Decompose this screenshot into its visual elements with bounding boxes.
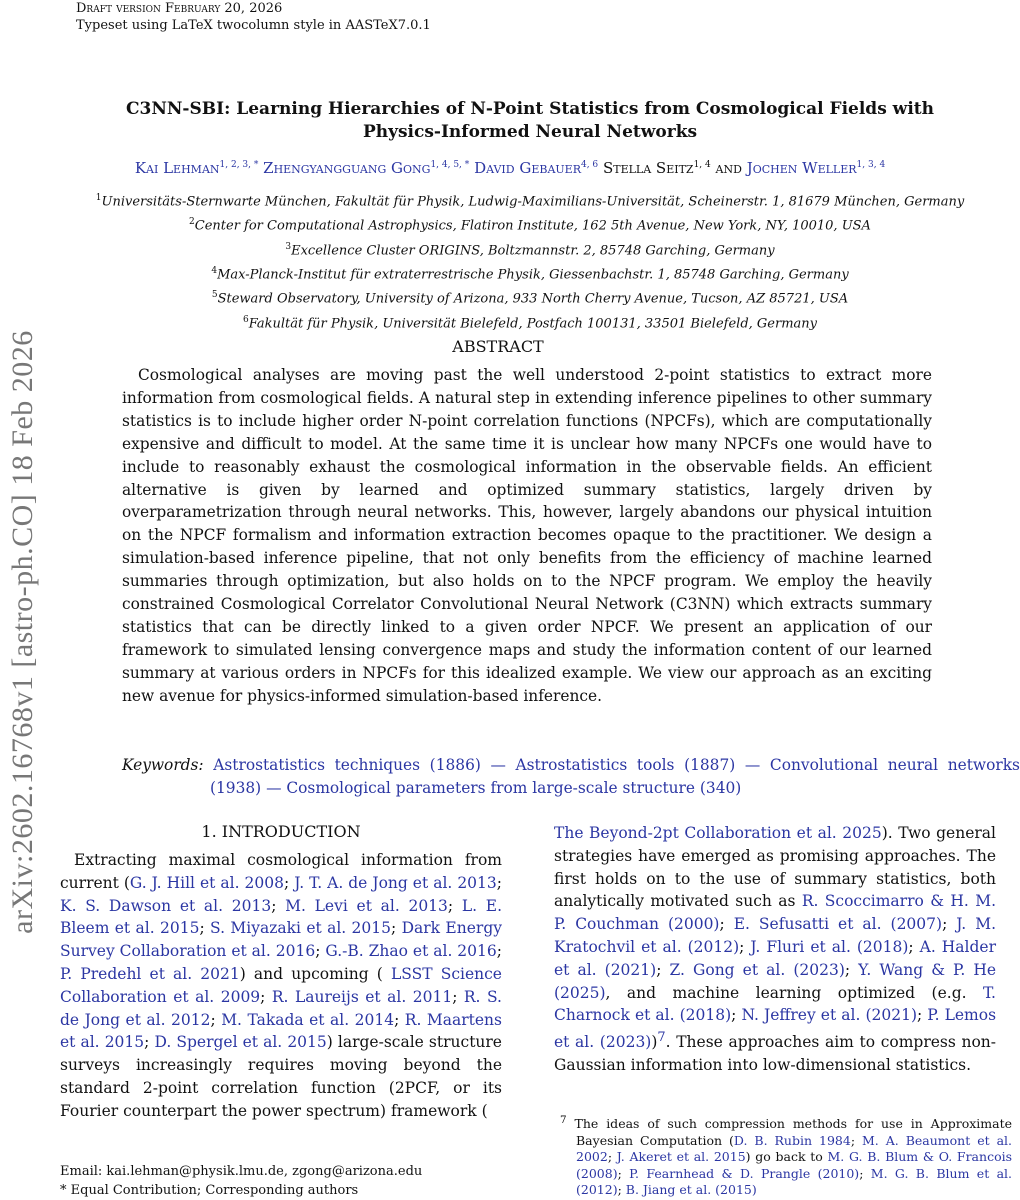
citation-link[interactable]: Z. Gong et al. (2023) bbox=[669, 960, 845, 979]
keyword-separator: — bbox=[480, 756, 516, 774]
keyword-separator: — bbox=[735, 756, 770, 774]
citation-link[interactable]: Dark Energy Survey Collaboration et al. 2016 bbox=[60, 919, 502, 961]
footnote-7: $^7$ The ideas of such compression methods for use in Approximate Bayesian Computation (D. B. Rubin 1984; M. A. Beaumont et al. 2002; J. Akeret et al. 2015) go back to M. G. B. Blum & O. Francois (2008); P. Fearnhead & D. Prangle (2010); M. G. B. Blum et al. (2012); B. Jiang et al. (2015) bbox=[560, 1114, 1013, 1198]
citation-link[interactable]: Y. Wang & P. He (2025) bbox=[554, 960, 997, 1002]
citation-link[interactable]: G.-B. Zhao et al. 2016 bbox=[325, 942, 497, 961]
affiliation-item: $^3$Excellence Cluster ORIGINS, Boltzmannstr. 2, 85748 Garching, Germany bbox=[285, 241, 775, 258]
citation-link[interactable]: M. G. B. Blum et al. (2012) bbox=[576, 1165, 1013, 1198]
citation-link[interactable]: S. Miyazaki et al. 2015 bbox=[210, 919, 392, 938]
right-column bbox=[554, 822, 996, 1077]
affiliations bbox=[40, 188, 1020, 334]
draft-version-line: Draft version February 20, 2026 bbox=[76, 1, 283, 16]
keyword-link[interactable]: Cosmological parameters from large-scale structure (340) bbox=[286, 778, 742, 797]
typeset-line: Typeset using LaTeX twocolumn style in AASTeX7.0.1 bbox=[76, 18, 431, 33]
citation-link[interactable]: J. T. A. de Jong et al. 2013 bbox=[294, 873, 497, 892]
footnote-mark-link[interactable]: 7 bbox=[657, 1030, 666, 1046]
citation-link[interactable]: J. Akeret et al. 2015 bbox=[616, 1149, 746, 1165]
author-name: Stella Seitz$^{1, 4}$ bbox=[602, 159, 711, 177]
citation-link[interactable]: A. Halder et al. (2021) bbox=[554, 937, 996, 979]
affiliation-item: $^2$Center for Computational Astrophysics, Flatiron Institute, 162 5th Avenue, New York, NY, 10010, USA bbox=[189, 217, 871, 234]
citation-link[interactable]: T. Charnock et al. (2018) bbox=[554, 983, 996, 1025]
citation-link[interactable]: N. Jeffrey et al. (2021) bbox=[741, 1006, 917, 1025]
author-link[interactable]: Jochen Weller$^{1, 3, 4}$ bbox=[746, 159, 886, 177]
citation-link[interactable]: P. Lemos et al. (2023) bbox=[554, 1006, 997, 1052]
abstract-heading: ABSTRACT bbox=[452, 337, 544, 356]
citation-link[interactable]: P. Predehl et al. 2021 bbox=[60, 964, 240, 983]
section-heading-introduction: 1. INTRODUCTION bbox=[201, 822, 361, 841]
citation-link[interactable]: LSST Science Collaboration et al. 2009 bbox=[60, 964, 502, 1006]
author-link[interactable]: Kai Lehman$^{1, 2, 3, *}$ bbox=[134, 159, 259, 177]
citation-link[interactable]: R. Scoccimarro & H. M. P. Couchman (2000) bbox=[554, 892, 997, 934]
affiliation-item: $^6$Fakultät für Physik, Universität Bielefeld, Postfach 100131, 33501 Bielefeld, Germany bbox=[243, 314, 817, 331]
citation-link[interactable]: M. G. B. Blum & O. Francois (2008) bbox=[576, 1149, 1013, 1181]
keywords-label: Keywords: bbox=[122, 756, 204, 774]
keywords-block bbox=[122, 754, 1020, 800]
citation-link[interactable]: The Beyond-2pt Collaboration et al. 2025 bbox=[554, 824, 882, 842]
citation-link[interactable]: J. M. Kratochvil et al. (2012) bbox=[554, 915, 997, 956]
draft-header bbox=[76, 0, 431, 34]
citation-link[interactable]: M. A. Beaumont et al. 2002 bbox=[576, 1132, 1013, 1165]
arxiv-identifier-stamp: arXiv:2602.16768v1 [astro-ph.CO] 18 Feb 2026 bbox=[6, 330, 39, 934]
citation-link[interactable]: P. Fearnhead & D. Prangle (2010) bbox=[629, 1165, 860, 1181]
intro-paragraph-continued: The Beyond-2pt Collaboration et al. 2025). Two general strategies have emerged as promising approaches. The first holds on to the use of summary statistics, both analytically motivated such as R. Scoccimarro & H. M. P. Couchman (2000); E. Sefusatti et al. (2007); J. M. Kratochvil et al. (2012); J. Fluri et al. (2018); A. Halder et al. (2021); Z. Gong et al. (2023); Y. Wang & P. He (2025), and machine learning optimized (e.g. T. Charnock et al. (2018); N. Jeffrey et al. (2021); P. Lemos et al. (2023))$^7$. These approaches aim to compress non-Gaussian information into low-dimensional statistics. bbox=[554, 824, 997, 1075]
citation-link[interactable]: B. Jiang et al. (2015) bbox=[625, 1182, 757, 1198]
citation-link[interactable]: R. Laureijs et al. 2011 bbox=[271, 987, 453, 1006]
left-column bbox=[60, 822, 502, 1123]
keyword-link[interactable]: Convolutional neural networks (1938) bbox=[210, 756, 1020, 797]
citation-link[interactable]: G. J. Hill et al. 2008 bbox=[129, 873, 284, 892]
author-link[interactable]: David Gebauer$^{4, 6}$ bbox=[474, 159, 599, 177]
paper-title: C3NN-SBI: Learning Hierarchies of N-Point Statistics from Cosmological Fields with Physics-Informed Neural Networks bbox=[126, 99, 934, 142]
footnote-number: 7 bbox=[560, 1114, 567, 1126]
affiliation-item: $^5$Steward Observatory, University of Arizona, 933 North Cherry Avenue, Tucson, AZ 85721, USA bbox=[211, 290, 849, 307]
keyword-link[interactable]: Astrostatistics techniques (1886) bbox=[213, 756, 481, 774]
affiliation-item: $^1$Universitäts-Sternwarte München, Fakultät für Physik, Ludwig-Maximilians-Universität, Scheinerstr. 1, 81679 München, Germany bbox=[95, 193, 965, 210]
intro-paragraph: Extracting maximal cosmological information from current (G. J. Hill et al. 2008; J. T. A. de Jong et al. 2013; K. S. Dawson et al. 2013; M. Levi et al. 2013; L. E. Bleem et al. 2015; S. Miyazaki et al. 2015; Dark Energy Survey Collaboration et al. 2016; G.-B. Zhao et al. 2016; P. Predehl et al. 2021) and upcoming ( LSST Science Collaboration et al. 2009; R. Laureijs et al. 2011; R. S. de Jong et al. 2012; M. Takada et al. 2014; R. Maartens et al. 2015; D. Spergel et al. 2015) large-scale structure surveys increasingly requires moving beyond the standard 2-point correlation function (2PCF, or its Fourier counterpart the power spectrum) framework ( bbox=[60, 851, 503, 1120]
citation-link[interactable]: J. Fluri et al. (2018) bbox=[750, 937, 909, 956]
author-and: and bbox=[715, 159, 742, 177]
author-link[interactable]: Zhengyangguang Gong$^{1, 4, 5, *}$ bbox=[263, 159, 470, 177]
citation-link[interactable]: R. Maartens et al. 2015 bbox=[60, 1010, 502, 1052]
keyword-separator: — bbox=[261, 778, 287, 797]
keyword-link[interactable]: Astrostatistics tools (1887) bbox=[515, 756, 736, 774]
affiliation-item: $^4$Max-Planck-Institut für extraterrestrische Physik, Giessenbachstr. 1, 85748 Garching, Germany bbox=[211, 265, 849, 283]
author-footnotes bbox=[60, 1162, 500, 1200]
citation-link[interactable]: R. S. de Jong et al. 2012 bbox=[60, 987, 502, 1029]
citation-link[interactable]: K. S. Dawson et al. 2013 bbox=[60, 896, 272, 915]
abstract-body: Cosmological analyses are moving past the well understood 2-point statistics to extract more information from cosmological fields. A natural step in extending inference pipelines to other summary statistics is to include higher order N-point correlation functions (NPCFs), which are computationally expensive and difficult to model. At the same time it is unclear how many NPCFs one would have to include to reasonably exhaust the cosmological information in the observable fields. An efficient alternative is given by learned and optimized summary statistics, largely driven by overparametrization through neural networks. This, however, largely abandons our physical intuition on the NPCF formalism and information extraction becomes opaque to the practitioner. We design a simulation-based inference pipeline, that not only benefits from the efficiency of machine learned summaries through optimization, but also holds on to the NPCF program. We employ the heavily constrained Cosmological Correlator Convolutional Neural Network (C3NN) which extracts summary statistics that can be directly linked to a given order NPCF. We present an application of our framework to simulated lensing convergence maps and study the information content of our learned summary at various orders in NPCFs for this idealized example. We view our approach as an exciting new avenue for physics-informed simulation-based inference. bbox=[122, 366, 932, 705]
equal-contribution-footnote: * Equal Contribution; Corresponding authors bbox=[60, 1183, 359, 1198]
citation-link[interactable]: M. Takada et al. 2014 bbox=[221, 1010, 395, 1029]
email-footnote: Email: kai.lehman@physik.lmu.de, zgong@arizona.edu bbox=[60, 1164, 423, 1179]
citation-link[interactable]: M. Levi et al. 2013 bbox=[285, 896, 448, 915]
citation-link[interactable]: E. Sefusatti et al. (2007) bbox=[733, 915, 943, 934]
citation-link[interactable]: L. E. Bleem et al. 2015 bbox=[60, 896, 503, 938]
citation-link[interactable]: D. Spergel et al. 2015 bbox=[154, 1033, 327, 1052]
author-list bbox=[60, 155, 960, 178]
citation-link[interactable]: D. B. Rubin 1984 bbox=[733, 1132, 851, 1148]
